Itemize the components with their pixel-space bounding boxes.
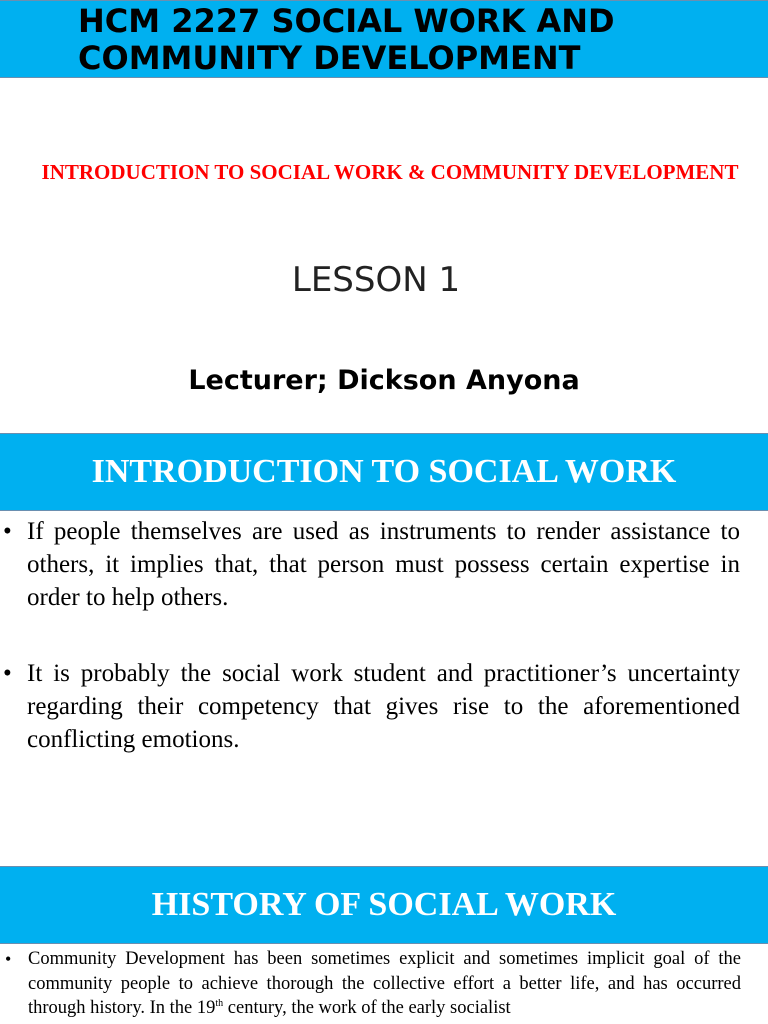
slide2-heading: INTRODUCTION TO SOCIAL WORK [91,453,677,490]
slide3-bullet-list [0,947,768,1021]
list-item [0,515,768,614]
bullet-icon: • [3,518,12,545]
bullet-text-part1: Community Development has been sometimes explicit and sometimes implicit goal of the community people to achieve thorough the collective effort a better life, and has occurred through history. In the 19 [28,949,741,1018]
slide3-heading-band [0,866,768,944]
bullet-text: If people themselves are used as instruments to render assistance to others, it implies that, that person must possess certain expertise in order to help others. [27,518,740,611]
lecturer-name: Lecturer; Dickson Anyona [188,365,580,396]
slide3-heading: HISTORY OF SOCIAL WORK [151,886,617,923]
bullet-text-part2: century, the work of the early socialist [223,998,511,1018]
slide1-subtitle: INTRODUCTION TO SOCIAL WORK & COMMUNITY DEVELOPMENT [41,160,739,184]
slide1-title-band [0,0,768,78]
lesson-label: LESSON 1 [291,260,461,300]
slide2-bullet-list [0,515,768,756]
bullet-icon: • [5,949,12,969]
bullet-text: It is probably the social work student and practitioner’s uncertainty regarding their competency that gives rise to the aforementioned conflicting emotions. [27,660,740,753]
bullet-text [28,949,741,1018]
bullet-icon: • [3,660,12,687]
list-item [0,947,768,1021]
slide1-title: HCM 2227 SOCIAL WORK AND COMMUNITY DEVELOPMENT [78,2,615,77]
slide2-heading-band [0,433,768,511]
ordinal-superscript: th [215,997,224,1009]
list-item [0,657,768,756]
